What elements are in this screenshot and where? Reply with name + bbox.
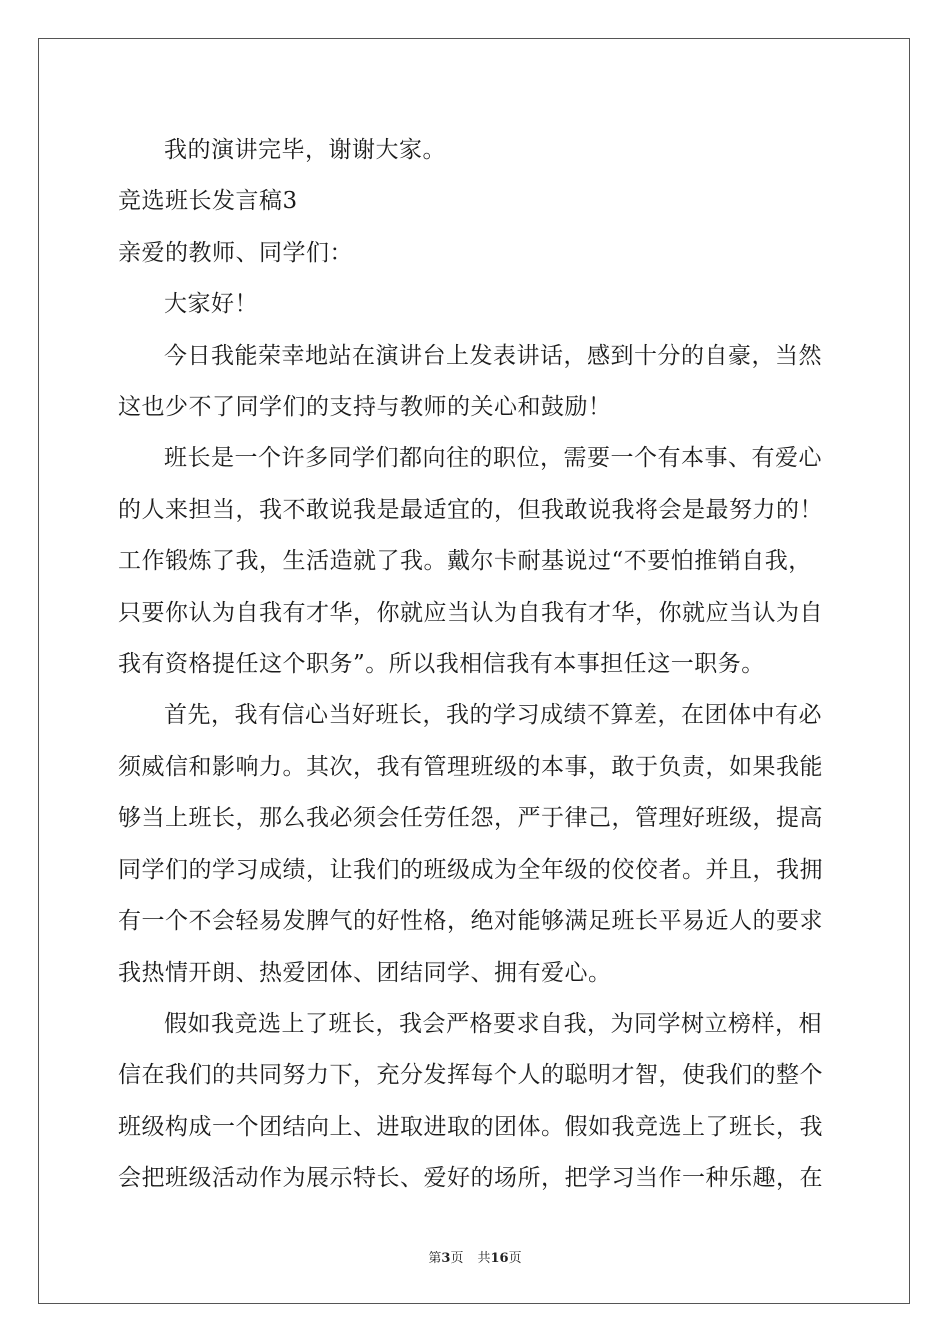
text-line: 工作锻炼了我，生活造就了我。戴尔卡耐基说过“不要怕推销自我， [118,548,812,575]
text-line: 会把班级活动作为展示特长、爱好的场所，把学习当作一种乐趣，在 [118,1165,823,1192]
paragraph [118,125,834,176]
total-suffix: 页 [508,1251,522,1266]
page-suffix: 页 [450,1251,464,1266]
text-line: 同学们的学习成绩，让我们的班级成为全年级的佼佼者。并且，我拥 [118,856,823,883]
text-line: 须威信和影响力。其次，我有管理班级的本事，敢于负责，如果我能 [118,753,823,780]
page-number: 3 [441,1251,451,1266]
text-line: 的人来担当，我不敢说我是最适宜的，但我敢说我将会是最努力的！ [118,496,823,523]
paragraph [118,331,834,434]
paragraph [118,228,834,279]
text-line: 班长是一个许多同学们都向往的职位，需要一个有本事、有爱心 [164,445,822,472]
text-line: 我的演讲完毕，谢谢大家。 [164,137,446,163]
text-line: 够当上班长，那么我必须会任劳任怨，严于律己，管理好班级，提高 [118,805,823,832]
text-line: 大家好！ [164,291,258,318]
paragraph [118,690,834,998]
text-line: 班级构成一个团结向上、进取进取的团体。假如我竞选上了班长，我 [118,1113,823,1140]
text-line: 有一个不会轻易发脾气的好性格，绝对能够满足班长平易近人的要求 [118,908,823,935]
text-line: 首先，我有信心当好班长，我的学习成绩不算差，在团体中有必 [164,702,822,729]
paragraph [118,279,834,330]
paragraph [118,433,834,690]
text-line: 今日我能荣幸地站在演讲台上发表讲话，感到十分的自豪，当然 [164,342,822,369]
text-line: 竞选班长发言稿3 [118,188,298,215]
text-line: 亲爱的教师、同学们： [118,239,353,266]
document-body [118,125,834,1205]
text-line: 假如我竞选上了班长，我会严格要求自我，为同学树立榜样，相 [164,1010,822,1037]
text-line: 我有资格提任这个职务”。所以我相信我有本事担任这一职务。 [118,651,765,678]
text-line: 只要你认为自我有才华，你就应当认为自我有才华，你就应当认为自 [118,599,823,626]
text-line: 我热情开朗、热爱团体、团结同学、拥有爱心。 [118,959,612,986]
text-line: 信在我们的共同努力下，充分发挥每个人的聪明才智，使我们的整个 [118,1062,823,1089]
total-prefix: 共 [477,1251,491,1266]
paragraph [118,176,834,227]
page-prefix: 第 [428,1251,442,1266]
total-pages: 16 [490,1251,509,1266]
page-footer [0,1247,950,1266]
text-line: 这也少不了同学们的支持与教师的关心和鼓励！ [118,394,612,421]
paragraph [118,999,834,1205]
